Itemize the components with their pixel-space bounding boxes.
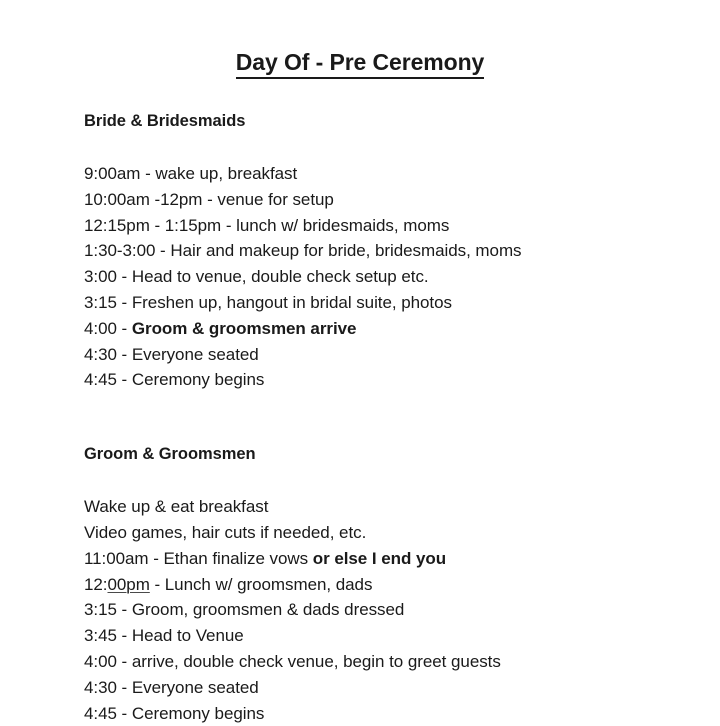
section-heading: Groom & Groomsmen [84, 445, 256, 464]
list-item-highlighted [84, 546, 690, 572]
schedule-list-groom [84, 494, 690, 726]
list-item [84, 213, 690, 239]
spellcheck-underlined-text: 00pm [107, 574, 150, 594]
section-groom-groomsmen [84, 443, 690, 726]
list-item-text: Wake up & eat breakfast [84, 497, 269, 517]
section-heading: Bride & Bridesmaids [84, 112, 246, 130]
section-bride-bridesmaids [84, 110, 690, 393]
list-item-time-prefix: 11:00am - Ethan finalize vows [84, 548, 313, 568]
list-item-bold-text: Groom & groomsmen arrive [131, 318, 357, 338]
list-item-text: 3:15 - Freshen up, hangout in bridal suite, photos [84, 292, 452, 312]
list-item [84, 187, 690, 213]
list-item [84, 290, 690, 316]
list-item [84, 623, 690, 649]
list-item-spellchecked [84, 572, 690, 598]
list-item-text: 4:30 - Everyone seated [84, 344, 259, 364]
list-item-text: Video games, hair cuts if needed, etc. [84, 522, 367, 542]
list-item [84, 597, 690, 623]
list-item [84, 520, 690, 546]
list-item-text: 9:00am - wake up, breakfast [84, 164, 298, 183]
document-body [0, 79, 720, 726]
list-item [84, 701, 690, 726]
list-item [84, 238, 690, 264]
list-item-text: 3:45 - Head to Venue [84, 626, 244, 646]
list-item-text: 4:00 - arrive, double check venue, begin to greet guests [84, 651, 501, 671]
list-item-text: 4:45 - Ceremony begins [84, 370, 265, 390]
list-item-text: 4:30 - Everyone seated [84, 677, 259, 697]
list-item [84, 494, 690, 520]
list-item [84, 161, 690, 187]
list-item-highlighted [84, 316, 690, 342]
list-item-bold-text: or else I end you [312, 548, 447, 568]
list-item-text: 3:00 - Head to venue, double check setup etc. [84, 267, 429, 287]
list-item [84, 264, 690, 290]
list-item-time-prefix: 4:00 - [84, 318, 132, 338]
list-item-text: 4:45 - Ceremony begins [84, 703, 265, 723]
page-title-text: Day Of - Pre Ceremony [236, 48, 484, 79]
list-item [84, 675, 690, 701]
list-item-text: - Lunch w/ groomsmen, dads [149, 574, 373, 594]
page-title [0, 0, 720, 79]
list-item [84, 342, 690, 368]
list-item-text: 1:30-3:00 - Hair and makeup for bride, bridesmaids, moms [84, 241, 522, 261]
list-item [84, 649, 690, 675]
schedule-list-bride [84, 161, 690, 393]
list-item-time-prefix: 12: [84, 574, 108, 594]
list-item-text: 12:15pm - 1:15pm - lunch w/ bridesmaids, moms [84, 215, 450, 235]
list-item-text: 10:00am -12pm - venue for setup [84, 189, 334, 209]
list-item-text: 3:15 - Groom, groomsmen & dads dressed [84, 600, 405, 620]
list-item [84, 367, 690, 393]
